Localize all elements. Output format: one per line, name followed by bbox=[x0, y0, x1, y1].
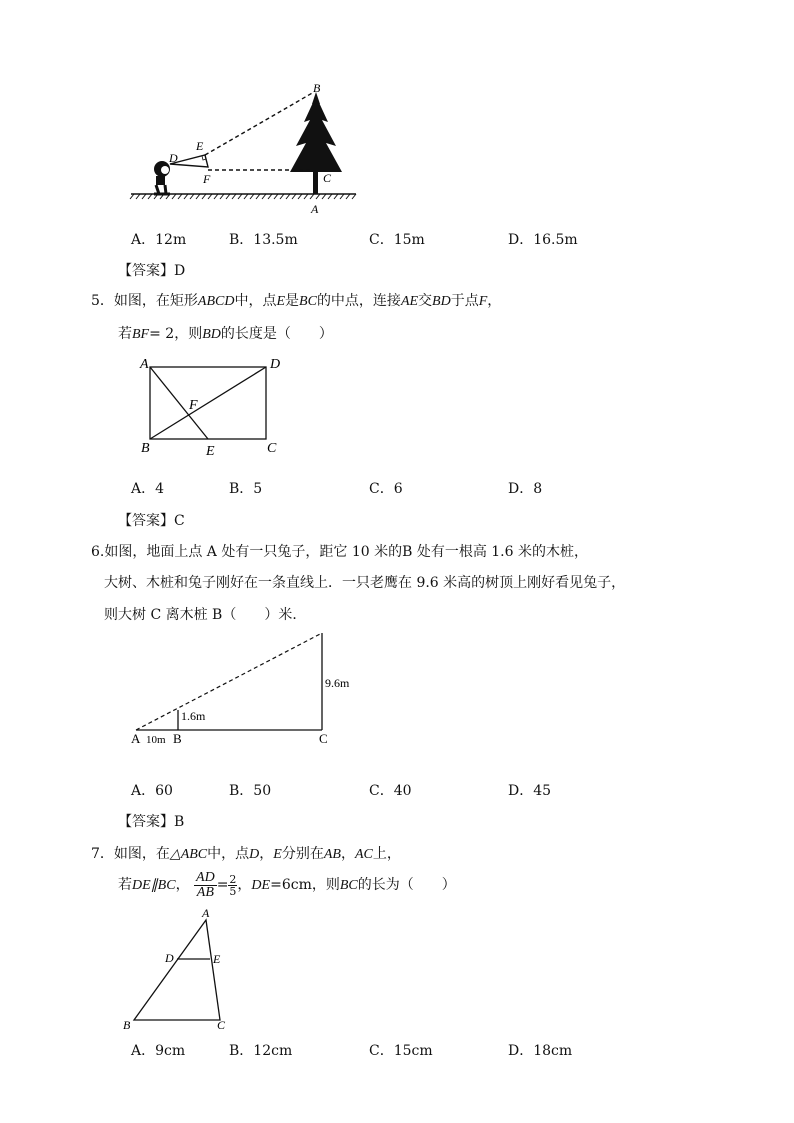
svg-text:9.6m: 9.6m bbox=[325, 676, 350, 690]
q7-figure bbox=[118, 905, 248, 1035]
svg-text:C: C bbox=[217, 1018, 226, 1032]
svg-text:E: E bbox=[206, 444, 215, 459]
svg-text:C: C bbox=[267, 441, 277, 456]
q4-option-a: A．12m bbox=[131, 232, 187, 248]
svg-text:B: B bbox=[141, 441, 150, 456]
q5-answer: 【答案】C bbox=[118, 513, 185, 529]
q5-line2: 若BF= 2，则BD的长度是（ ） bbox=[118, 326, 333, 342]
triangle-abc bbox=[134, 920, 220, 1020]
label-c: C bbox=[323, 171, 332, 185]
q6-option-d: D．45 bbox=[508, 783, 552, 799]
label-e: E bbox=[196, 139, 204, 153]
q7-option-c: C．15cm bbox=[369, 1043, 433, 1059]
svg-text:D: D bbox=[270, 357, 281, 372]
sight-line-db bbox=[205, 92, 314, 155]
q6-option-c: C．40 bbox=[369, 783, 412, 799]
q6-answer: 【答案】B bbox=[118, 814, 185, 830]
svg-text:A: A bbox=[140, 357, 149, 372]
q5-option-c: C．6 bbox=[369, 481, 403, 497]
q7-line1: 7．如图，在△ABC中，点D，E分别在AB，AC上， bbox=[91, 846, 401, 862]
sight-line bbox=[136, 633, 322, 730]
q6-option-b: B．50 bbox=[229, 783, 272, 799]
svg-text:E: E bbox=[213, 952, 221, 966]
q6-figure bbox=[126, 625, 366, 750]
svg-text:C: C bbox=[319, 731, 328, 746]
svg-text:D: D bbox=[165, 951, 174, 965]
q4-option-c: C．15m bbox=[369, 232, 425, 248]
q4-figure bbox=[126, 82, 366, 217]
q7-option-d: D．18cm bbox=[508, 1043, 573, 1059]
svg-text:A: A bbox=[202, 906, 210, 920]
label-f: F bbox=[203, 172, 211, 186]
svg-text:F: F bbox=[189, 398, 198, 413]
q5-option-d: D．8 bbox=[508, 481, 543, 497]
q6-line2: 大树、木桩和兔子刚好在一条直线上．一只老鹰在 9.6 米高的树顶上刚好看见兔子， bbox=[104, 575, 626, 591]
q5-figure bbox=[136, 352, 296, 462]
svg-text:1.6m: 1.6m bbox=[181, 709, 206, 723]
label-b: B bbox=[313, 82, 321, 95]
q4-option-b: B．13.5m bbox=[229, 232, 298, 248]
tree-icon bbox=[290, 92, 342, 194]
q4-option-d: D．16.5m bbox=[508, 232, 578, 248]
svg-text:10m: 10m bbox=[146, 734, 166, 746]
q6-line1: 6.如图，地面上点 A 处有一只兔子，距它 10 米的B 处有一根高 1.6 米的木桩， bbox=[91, 544, 588, 560]
fraction-2-5: $\frac{2}{5}$ bbox=[229, 872, 237, 898]
q7-option-a: A．9cm bbox=[131, 1043, 186, 1059]
q7-line2: 若DE∥BC， $\frac{AD}{AB}$ = $\frac{2}{5}$ ，DE=6cm，则BC的长为（ ） bbox=[118, 869, 456, 900]
q5-option-b: B．5 bbox=[229, 481, 263, 497]
segment-ae bbox=[150, 367, 208, 439]
svg-text:B: B bbox=[173, 731, 182, 746]
q6-option-a: A．60 bbox=[131, 783, 173, 799]
label-a: A bbox=[311, 202, 319, 216]
fraction-ad-ab: $\frac{AD}{AB}$ bbox=[196, 869, 215, 900]
diagonal-bd bbox=[150, 367, 266, 439]
q5-line1: 5．如图，在矩形ABCD中，点E是BC的中点，连接AE交BD于点F， bbox=[91, 293, 502, 309]
q6-line3: 则大树 C 离木桩 B（ ）米． bbox=[104, 607, 307, 623]
person-icon bbox=[154, 161, 170, 194]
svg-text:A: A bbox=[131, 731, 141, 746]
label-d: D bbox=[169, 151, 178, 165]
q7-option-b: B．12cm bbox=[229, 1043, 293, 1059]
q4-answer: 【答案】D bbox=[118, 263, 186, 279]
q5-option-a: A．4 bbox=[131, 481, 165, 497]
svg-text:B: B bbox=[123, 1018, 131, 1032]
